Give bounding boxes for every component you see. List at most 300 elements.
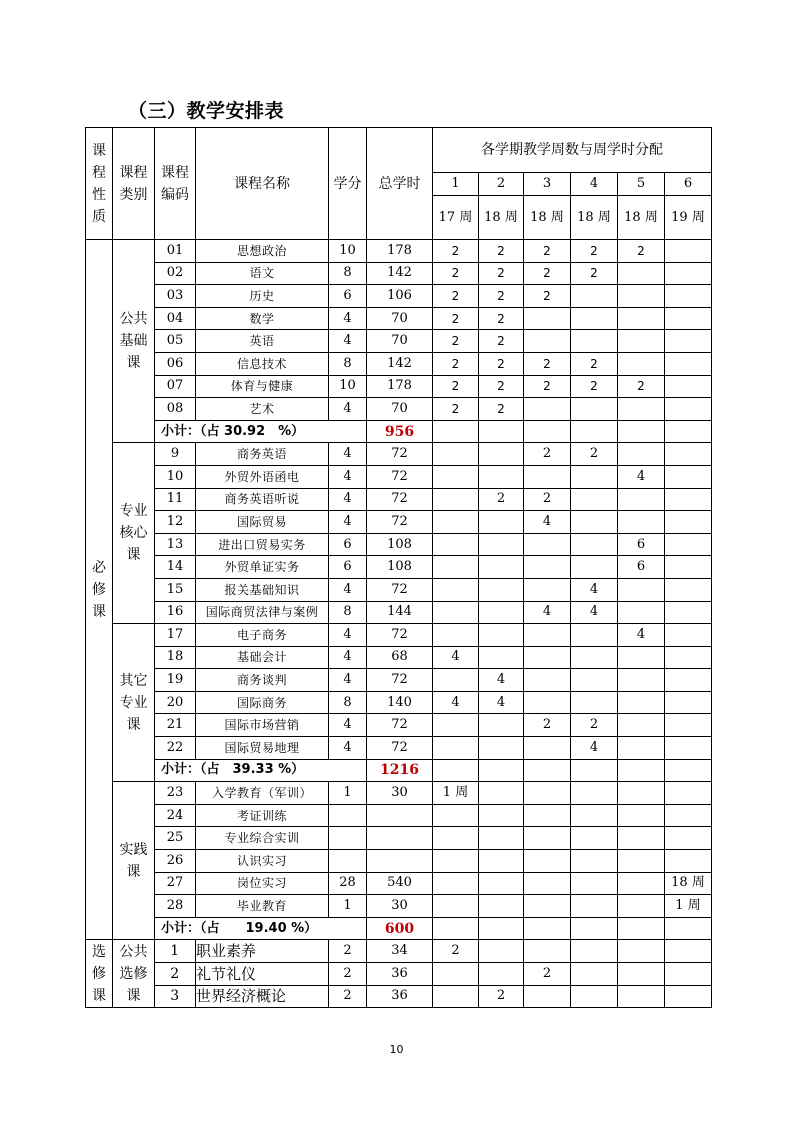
- table-row: [86, 533, 712, 556]
- course-code: 23: [155, 782, 196, 805]
- semester-hours: [665, 375, 712, 398]
- semester-hours: [524, 578, 571, 601]
- course-name: 国际商务: [196, 691, 329, 714]
- course-name: 毕业教育: [196, 895, 329, 918]
- empty-cell: [665, 917, 712, 940]
- semester-hours: 4: [524, 511, 571, 534]
- category-public-basic: 公共基础课: [113, 240, 155, 443]
- semester-hours: 4: [571, 737, 618, 760]
- empty-cell: [479, 759, 524, 782]
- semester-hours: [479, 465, 524, 488]
- semester-hours: [618, 307, 665, 330]
- course-code: 18: [155, 646, 196, 669]
- empty-cell: [618, 759, 665, 782]
- semester-hours: [618, 398, 665, 421]
- semester-hours: 2: [479, 307, 524, 330]
- semester-hours: 2: [433, 940, 479, 963]
- semester-hours: [433, 737, 479, 760]
- semester-hours: [479, 963, 524, 986]
- nature-required: 必修课: [86, 240, 113, 940]
- semester-hours: [433, 533, 479, 556]
- course-hours: 72: [367, 578, 433, 601]
- semester-hours: [433, 511, 479, 534]
- semester-hours: 4: [571, 601, 618, 624]
- semester-hours: [618, 601, 665, 624]
- semester-hours: [665, 624, 712, 647]
- course-code: 15: [155, 578, 196, 601]
- course-hours: [367, 804, 433, 827]
- semester-hours: [618, 578, 665, 601]
- semester-hours: [618, 782, 665, 805]
- course-credit: 4: [329, 578, 367, 601]
- semester-hours: [618, 737, 665, 760]
- semester-hours: [665, 465, 712, 488]
- course-credit: 10: [329, 375, 367, 398]
- semester-hours: [618, 963, 665, 986]
- course-code: 02: [155, 262, 196, 285]
- semester-hours: [479, 872, 524, 895]
- semester-hours: 2: [524, 714, 571, 737]
- course-credit: 4: [329, 488, 367, 511]
- course-credit: 8: [329, 601, 367, 624]
- table-row: [86, 646, 712, 669]
- semester-hours: [433, 872, 479, 895]
- semester-hours: [524, 737, 571, 760]
- semester-hours: [618, 443, 665, 466]
- semester-hours: 6: [618, 556, 665, 579]
- course-credit: 4: [329, 646, 367, 669]
- header-semester: 1: [433, 173, 479, 196]
- category-core: 专业核心课: [113, 443, 155, 624]
- empty-cell: [524, 420, 571, 443]
- semester-hours: [571, 307, 618, 330]
- semester-hours: 2: [524, 488, 571, 511]
- course-credit: 28: [329, 872, 367, 895]
- course-credit: 4: [329, 307, 367, 330]
- semester-hours: [665, 737, 712, 760]
- semester-hours: [618, 285, 665, 308]
- semester-hours: [524, 646, 571, 669]
- semester-hours: 2: [433, 352, 479, 375]
- semester-hours: [665, 556, 712, 579]
- course-name: 思想政治: [196, 240, 329, 263]
- table-row: [86, 940, 712, 963]
- semester-hours: [479, 443, 524, 466]
- course-code: 27: [155, 872, 196, 895]
- course-name: 信息技术: [196, 352, 329, 375]
- header-distribution: 各学期教学周数与周学时分配: [433, 128, 712, 173]
- semester-hours: [524, 330, 571, 353]
- empty-cell: [665, 420, 712, 443]
- subtotal-label: 小计：（占 30.92 %）: [155, 420, 367, 443]
- course-credit: 4: [329, 624, 367, 647]
- course-name: 国际市场营销: [196, 714, 329, 737]
- semester-hours: [665, 691, 712, 714]
- semester-hours: [571, 533, 618, 556]
- course-code: 03: [155, 285, 196, 308]
- course-code: 17: [155, 624, 196, 647]
- semester-hours: [433, 714, 479, 737]
- semester-hours: 2: [524, 963, 571, 986]
- semester-hours: [479, 578, 524, 601]
- teaching-schedule-table: [85, 127, 712, 1008]
- course-code: 20: [155, 691, 196, 714]
- empty-cell: [571, 420, 618, 443]
- course-name: 世界经济概论: [196, 985, 329, 1008]
- semester-hours: [433, 827, 479, 850]
- empty-cell: [524, 759, 571, 782]
- category-public-elective: 公共选修课: [113, 940, 155, 1008]
- course-name: 进出口贸易实务: [196, 533, 329, 556]
- course-name: 入学教育（军训）: [196, 782, 329, 805]
- semester-hours: [665, 488, 712, 511]
- course-hours: 108: [367, 533, 433, 556]
- semester-hours: [618, 330, 665, 353]
- semester-hours: [665, 804, 712, 827]
- header-weeks: 19 周: [665, 196, 712, 240]
- empty-cell: [571, 917, 618, 940]
- semester-hours: [571, 465, 618, 488]
- header-course-nature: 课程性质: [86, 128, 113, 240]
- course-hours: 144: [367, 601, 433, 624]
- subtotal-label: 小计：（占 19.40 %）: [155, 917, 367, 940]
- course-hours: 142: [367, 352, 433, 375]
- semester-hours: [571, 646, 618, 669]
- semester-hours: 1 周: [433, 782, 479, 805]
- semester-hours: [524, 398, 571, 421]
- semester-hours: 2: [524, 443, 571, 466]
- course-credit: 4: [329, 398, 367, 421]
- table-row: [86, 420, 712, 443]
- semester-hours: [665, 669, 712, 692]
- course-code: 07: [155, 375, 196, 398]
- course-credit: 4: [329, 669, 367, 692]
- header-weeks: 18 周: [571, 196, 618, 240]
- semester-hours: [433, 804, 479, 827]
- semester-hours: [524, 669, 571, 692]
- course-code: 19: [155, 669, 196, 692]
- semester-hours: [524, 827, 571, 850]
- semester-hours: 18 周: [665, 872, 712, 895]
- course-credit: [329, 804, 367, 827]
- header-weeks: 18 周: [479, 196, 524, 240]
- course-credit: 6: [329, 556, 367, 579]
- semester-hours: [433, 488, 479, 511]
- semester-hours: [665, 714, 712, 737]
- category-other: 其它专业课: [113, 624, 155, 782]
- semester-hours: [571, 895, 618, 918]
- header-semester: 3: [524, 173, 571, 196]
- semester-hours: [479, 940, 524, 963]
- header-weeks: 17 周: [433, 196, 479, 240]
- semester-hours: [571, 669, 618, 692]
- semester-hours: [665, 307, 712, 330]
- semester-hours: [665, 398, 712, 421]
- course-name: 国际商贸法律与案例: [196, 601, 329, 624]
- page-number: 10: [389, 1043, 404, 1056]
- semester-hours: [433, 963, 479, 986]
- semester-hours: [618, 646, 665, 669]
- table-row: [86, 465, 712, 488]
- table-row: [86, 895, 712, 918]
- course-name: 认识实习: [196, 850, 329, 873]
- semester-hours: [665, 782, 712, 805]
- course-name: 电子商务: [196, 624, 329, 647]
- header-semester: 2: [479, 173, 524, 196]
- semester-hours: 2: [479, 375, 524, 398]
- course-credit: [329, 827, 367, 850]
- semester-hours: 2: [479, 352, 524, 375]
- course-hours: 178: [367, 240, 433, 263]
- semester-hours: 2: [479, 985, 524, 1008]
- semester-hours: 1 周: [665, 895, 712, 918]
- semester-hours: 2: [479, 398, 524, 421]
- header-course-name: 课程名称: [196, 128, 329, 240]
- course-credit: 4: [329, 465, 367, 488]
- header-credit: 学分: [329, 128, 367, 240]
- course-hours: 68: [367, 646, 433, 669]
- empty-cell: [618, 420, 665, 443]
- semester-hours: [665, 352, 712, 375]
- table-row: [86, 759, 712, 782]
- course-hours: 140: [367, 691, 433, 714]
- semester-hours: [571, 827, 618, 850]
- header-course-category: 课程类别: [113, 128, 155, 240]
- semester-hours: 6: [618, 533, 665, 556]
- course-credit: 6: [329, 285, 367, 308]
- semester-hours: [571, 285, 618, 308]
- semester-hours: 2: [433, 330, 479, 353]
- course-code: 10: [155, 465, 196, 488]
- course-name: 国际贸易地理: [196, 737, 329, 760]
- semester-hours: 2: [479, 240, 524, 263]
- course-code: 13: [155, 533, 196, 556]
- semester-hours: 4: [479, 669, 524, 692]
- semester-hours: [618, 669, 665, 692]
- semester-hours: [433, 669, 479, 692]
- course-code: 12: [155, 511, 196, 534]
- semester-hours: [618, 714, 665, 737]
- table-row: [86, 985, 712, 1008]
- course-code: 22: [155, 737, 196, 760]
- empty-cell: [433, 759, 479, 782]
- semester-hours: [571, 624, 618, 647]
- course-credit: [329, 850, 367, 873]
- course-name: 国际贸易: [196, 511, 329, 534]
- course-code: 05: [155, 330, 196, 353]
- course-code: 11: [155, 488, 196, 511]
- course-code: 26: [155, 850, 196, 873]
- semester-hours: 2: [571, 262, 618, 285]
- semester-hours: 2: [479, 285, 524, 308]
- table-row: [86, 262, 712, 285]
- table-row: [86, 691, 712, 714]
- table-row: [86, 556, 712, 579]
- semester-hours: 2: [524, 262, 571, 285]
- course-credit: 8: [329, 262, 367, 285]
- table-row: [86, 488, 712, 511]
- empty-cell: [433, 917, 479, 940]
- semester-hours: 2: [479, 488, 524, 511]
- course-credit: 1: [329, 895, 367, 918]
- semester-hours: [665, 240, 712, 263]
- semester-hours: 2: [433, 262, 479, 285]
- table-row: [86, 624, 712, 647]
- course-code: 24: [155, 804, 196, 827]
- semester-hours: [433, 465, 479, 488]
- course-hours: 72: [367, 669, 433, 692]
- course-name: 商务英语: [196, 443, 329, 466]
- course-hours: [367, 827, 433, 850]
- semester-hours: [433, 601, 479, 624]
- course-credit: 8: [329, 691, 367, 714]
- course-credit: 4: [329, 714, 367, 737]
- semester-hours: [433, 443, 479, 466]
- semester-hours: [618, 352, 665, 375]
- course-credit: 10: [329, 240, 367, 263]
- semester-hours: 2: [618, 240, 665, 263]
- subtotal-label: 小计：（占 39.33 %）: [155, 759, 367, 782]
- semester-hours: [524, 556, 571, 579]
- course-name: 外贸外语函电: [196, 465, 329, 488]
- empty-cell: [524, 917, 571, 940]
- semester-hours: 2: [524, 285, 571, 308]
- semester-hours: [479, 850, 524, 873]
- course-hours: 178: [367, 375, 433, 398]
- table-row: [86, 782, 712, 805]
- semester-hours: 2: [433, 240, 479, 263]
- table-row: [86, 601, 712, 624]
- course-name: 报关基础知识: [196, 578, 329, 601]
- table-row: [86, 285, 712, 308]
- course-code: 08: [155, 398, 196, 421]
- semester-hours: [665, 827, 712, 850]
- course-name: 岗位实习: [196, 872, 329, 895]
- semester-hours: [618, 262, 665, 285]
- semester-hours: [571, 488, 618, 511]
- course-name: 艺术: [196, 398, 329, 421]
- empty-cell: [479, 917, 524, 940]
- semester-hours: [571, 985, 618, 1008]
- course-code: 06: [155, 352, 196, 375]
- course-credit: 1: [329, 782, 367, 805]
- category-practice: 实践课: [113, 782, 155, 940]
- semester-hours: [433, 985, 479, 1008]
- course-code: 21: [155, 714, 196, 737]
- semester-hours: [665, 533, 712, 556]
- course-name: 商务英语听说: [196, 488, 329, 511]
- semester-hours: [571, 940, 618, 963]
- semester-hours: [571, 556, 618, 579]
- semester-hours: 2: [524, 240, 571, 263]
- semester-hours: [665, 601, 712, 624]
- semester-hours: [618, 940, 665, 963]
- header-total-hours: 总学时: [367, 128, 433, 240]
- semester-hours: [433, 895, 479, 918]
- table-row: [86, 375, 712, 398]
- semester-hours: [571, 872, 618, 895]
- course-code: 9: [155, 443, 196, 466]
- table-row: [86, 917, 712, 940]
- semester-hours: 2: [479, 262, 524, 285]
- table-row: [86, 511, 712, 534]
- semester-hours: 4: [571, 578, 618, 601]
- course-hours: 72: [367, 443, 433, 466]
- course-hours: 540: [367, 872, 433, 895]
- subtotal-hours: 600: [367, 917, 433, 940]
- course-credit: 2: [329, 985, 367, 1008]
- course-code: 16: [155, 601, 196, 624]
- semester-hours: [524, 624, 571, 647]
- header-semester: 4: [571, 173, 618, 196]
- semester-hours: 2: [571, 352, 618, 375]
- semester-hours: 2: [433, 375, 479, 398]
- course-credit: 2: [329, 940, 367, 963]
- semester-hours: [618, 985, 665, 1008]
- semester-hours: [665, 850, 712, 873]
- course-name: 数学: [196, 307, 329, 330]
- header-semester: 5: [618, 173, 665, 196]
- course-name: 语文: [196, 262, 329, 285]
- table-row: [86, 963, 712, 986]
- semester-hours: [665, 578, 712, 601]
- semester-hours: 4: [618, 624, 665, 647]
- semester-hours: 2: [433, 398, 479, 421]
- semester-hours: [665, 443, 712, 466]
- table-row: [86, 714, 712, 737]
- course-hours: 72: [367, 714, 433, 737]
- semester-hours: [665, 985, 712, 1008]
- table-row: [86, 330, 712, 353]
- course-credit: 4: [329, 330, 367, 353]
- table-row: [86, 578, 712, 601]
- semester-hours: [524, 985, 571, 1008]
- semester-hours: [479, 646, 524, 669]
- semester-hours: [479, 533, 524, 556]
- nature-elective: 选修课: [86, 940, 113, 1008]
- semester-hours: [571, 398, 618, 421]
- semester-hours: [479, 827, 524, 850]
- course-hours: 36: [367, 985, 433, 1008]
- semester-hours: [524, 940, 571, 963]
- course-name: 礼节礼仪: [196, 963, 329, 986]
- semester-hours: [524, 782, 571, 805]
- course-name: 外贸单证实务: [196, 556, 329, 579]
- semester-hours: [479, 737, 524, 760]
- course-name: 商务谈判: [196, 669, 329, 692]
- semester-hours: [524, 691, 571, 714]
- table-row: [86, 669, 712, 692]
- course-name: 体育与健康: [196, 375, 329, 398]
- semester-hours: 2: [524, 375, 571, 398]
- page-title: （三）教学安排表: [128, 100, 285, 122]
- semester-hours: [479, 895, 524, 918]
- semester-hours: [571, 804, 618, 827]
- course-code: 04: [155, 307, 196, 330]
- header-weeks: 18 周: [618, 196, 665, 240]
- course-credit: 4: [329, 443, 367, 466]
- semester-hours: [433, 578, 479, 601]
- course-code: 3: [155, 985, 196, 1008]
- course-hours: 142: [367, 262, 433, 285]
- empty-cell: [618, 917, 665, 940]
- course-name: 考证训练: [196, 804, 329, 827]
- table-row: [86, 398, 712, 421]
- subtotal-hours: 956: [367, 420, 433, 443]
- table-row: [86, 827, 712, 850]
- course-credit: 8: [329, 352, 367, 375]
- semester-hours: [665, 330, 712, 353]
